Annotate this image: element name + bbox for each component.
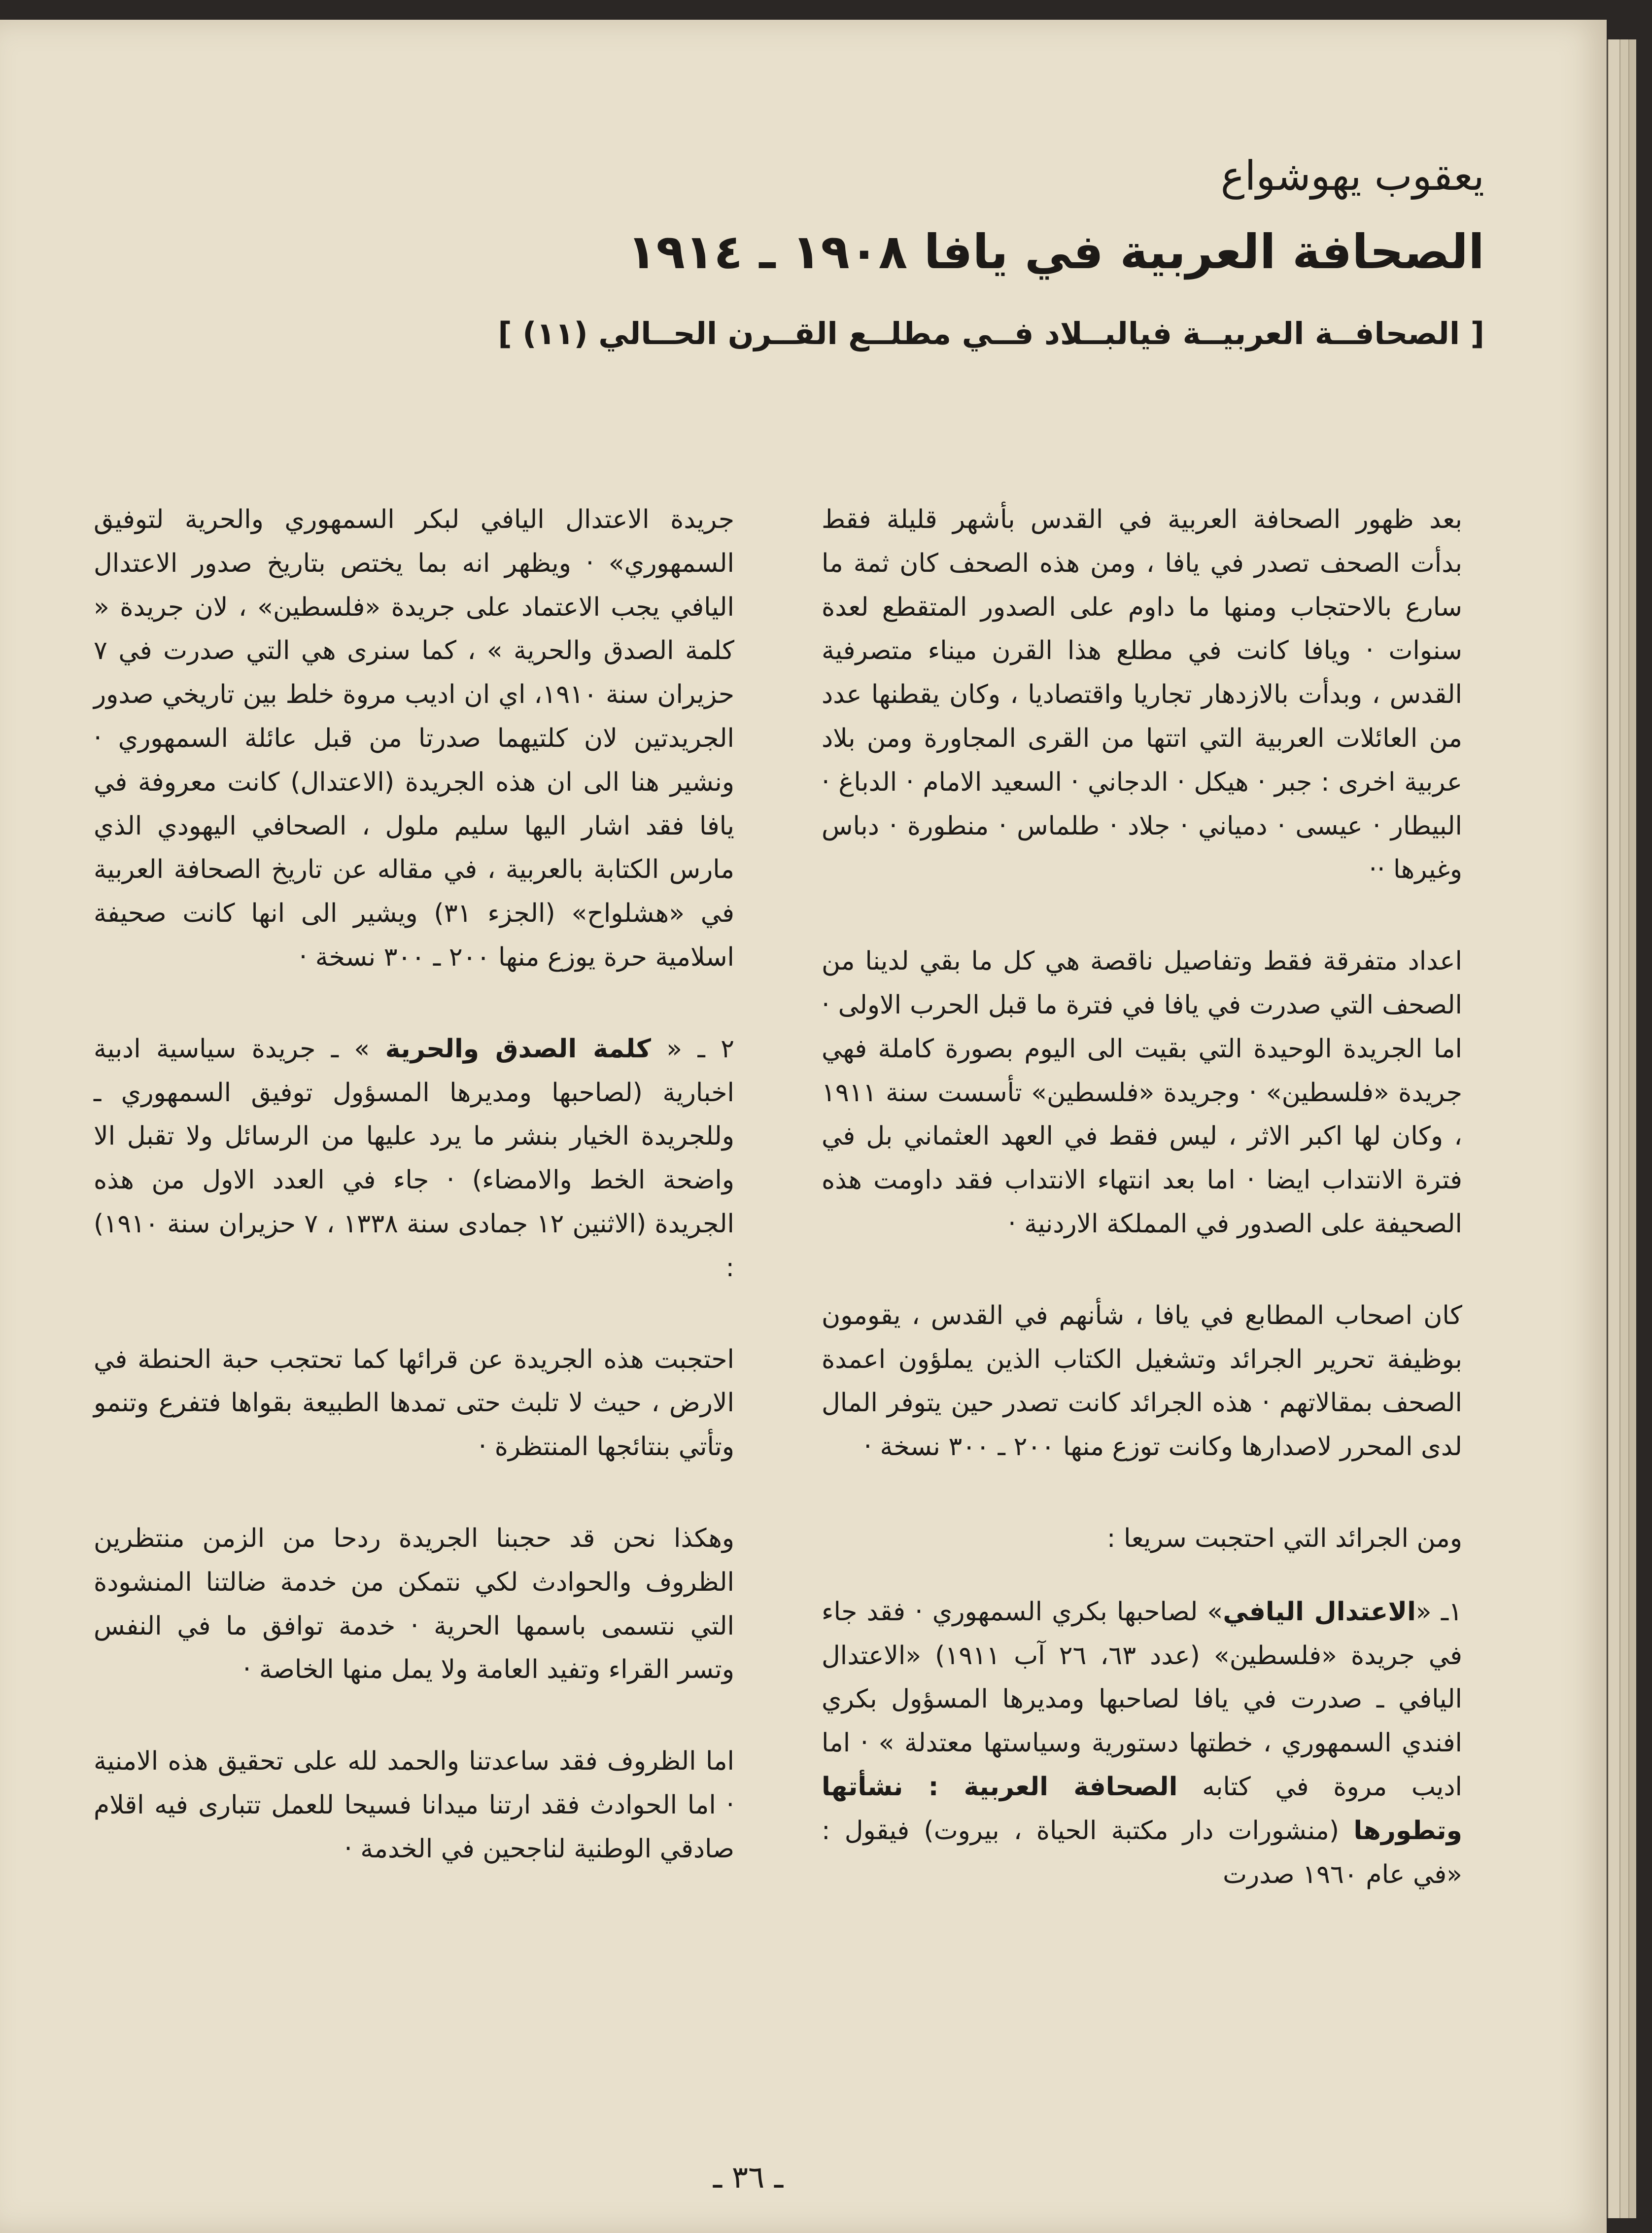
paragraph: اما الظروف فقد ساعدتنا والحمد لله على تحقيق هذه الامنية · اما الحوادث فقد ارتنا ميدانا فسيحا للعمل تتبارى فيه اقلام صادقي الوطنية لناجحين في الخدمة · <box>94 1746 734 1864</box>
text-run: ٢ ـ « <box>651 1034 734 1064</box>
paragraph: بعد ظهور الصحافة العربية في القدس بأشهر قليلة فقط بدأت الصحف تصدر في يافا ، ومن هذه الصحف كان ثمة ما سارع بالاحتجاب ومنها ما داوم على الصدور المتقطع لعدة سنوات · ويافا كانت في مطلع هذا القرن ميناء متصرفية القدس ، وبدأت بالازدهار تجاريا واقتصاديا ، وكان يقطنها عدد من العائلات العربية التي اتتها من القرى المجاورة ومن بلاد عربية اخرى : جبر · هيكل · الدجاني · السعيد الامام · الدباغ · البيطار · عيسى · دمياني · جلاد · طلماس · منطورة · دباس وغيرها ·· <box>822 505 1462 885</box>
article-title: الصحافة العربية في يافا ١٩٠٨ ـ ١٩١٤ <box>627 224 1484 279</box>
text-column-left <box>94 498 734 1977</box>
paragraph: ومن الجرائد التي احتجبت سريعا : <box>1106 1523 1462 1553</box>
page-edge <box>1608 39 1619 2218</box>
paragraph <box>94 1027 734 1290</box>
paragraph: جريدة الاعتدال اليافي لبكر السمهوري والحرية لتوفيق السمهوري» · ويظهر انه بما يختص بتاريخ صدور الاعتدال اليافي يجب الاعتماد على جريدة «فلسطين» ، لان جريدة « كلمة الصدق والحرية » ، كما سنرى هي التي صدرت في ٧ حزيران سنة ١٩١٠، اي ان اديب مروة خلط بين تاريخي صدور الجريدتين لان كلتيهما صدرتا من قبل عائلة السمهوري · ونشير هنا الى ان هذه الجريدة (الاعتدال) كانت معروفة في يافا فقد اشار اليها سليم ملول ، الصحافي اليهودي الذي مارس الكتابة بالعربية ، في مقاله عن تاريخ الصحافة العربية في «هشلواح» (الجزء ٣١) ويشير الى انها كانت صحيفة اسلامية حرة يوزع منها ٢٠٠ ـ ٣٠٠ نسخة · <box>94 505 735 972</box>
paragraph: كان اصحاب المطابع في يافا ، شأنهم في القدس ، يقومون بوظيفة تحرير الجرائد وتشغيل الكتاب الذين يملؤون اعمدة الصحف بمقالاتهم · هذه الجرائد كانت تصدر حين يتوفر المال لدى المحرر لاصدارها وكانت توزع منها ٢٠٠ ـ ٣٠٠ نسخة · <box>822 1300 1462 1462</box>
paragraph <box>822 1590 1462 1897</box>
newspaper-name: الاعتدال اليافي <box>1223 1597 1416 1627</box>
text-run: ١ـ « <box>1415 1597 1462 1627</box>
page-edge <box>1628 39 1636 2218</box>
text-column-right <box>822 498 1462 1977</box>
article-subtitle: [ الصحافــة العربيــة فيالبــلاد فــي مطلــع القــرن الحــالي (١١) ] <box>498 315 1484 351</box>
paragraph: وهكذا نحن قد حجبنا الجريدة ردحا من الزمن منتظرين الظروف والحوادث لكي نتمكن من خدمة ضالتنا المنشودة التي نتسمى باسمها الحرية · خدمة توافق ما في النفس وتسر القراء وتفيد العامة ولا يمل منها الخاصة · <box>94 1523 734 1685</box>
text-run: » ـ جريدة سياسية ادبية اخبارية (لصاحبها ومديرها المسؤول توفيق السمهوري ـ وللجريدة الخيار بنشر ما يرد عليها من الرسائل ولا تقبل الا واضحة الخط والامضاء) · جاء في العدد الاول من هذه الجريدة (الاثنين ١٢ جمادى سنة ١٣٣٨ ، ٧ حزيران سنة ١٩١٠) : <box>94 1034 734 1283</box>
book-title: الصحافة العربية : نشأتها وتطورها <box>822 1772 1462 1846</box>
paragraph: احتجبت هذه الجريدة عن قرائها كما تحتجب حبة الحنطة في الارض ، حيث لا تلبث حتى تمدها الطبيعة بقواها فتفرع وتنمو وتأتي بنتائجها المنتظرة · <box>94 1344 734 1462</box>
page-number: ـ ٣٦ ـ <box>713 2159 784 2195</box>
page-edge <box>1619 39 1628 2218</box>
paragraph: اعداد متفرقة فقط وتفاصيل ناقصة هي كل ما بقي لدينا من الصحف التي صدرت في يافا في فترة ما قبل الحرب الاولى · اما الجريدة الوحيدة التي بقيت الى اليوم بصورة كاملة فهي جريدة «فلسطين» · وجريدة «فلسطين» تأسست سنة ١٩١١ ، وكان لها اكبر الاثر ، ليس فقط في العهد العثماني بل في فترة الانتداب ايضا · اما بعد انتهاء الانتداب فقد داومت هذه الصحيفة على الصدور في المملكة الاردنية · <box>822 946 1462 1239</box>
text-run: » لصاحبها بكري السمهوري · فقد جاء في جريدة «فلسطين» (عدد ٦٣، ٢٦ آب ١٩١١) «الاعتدال اليافي ـ صدرت في يافا لصاحبها ومديرها المسؤول بكري افندي السمهوري ، خطتها دستورية وسياستها معتدلة » · اما اديب مروة في كتابه <box>822 1597 1462 1802</box>
text-run: (منشورات دار مكتبة الحياة ، بيروت) فيقول : «في عام ١٩٦٠ صدرت <box>822 1815 1462 1889</box>
article-author: يعقوب يهوشواع <box>1220 153 1484 200</box>
newspaper-name: كلمة الصدق والحرية <box>385 1034 651 1064</box>
